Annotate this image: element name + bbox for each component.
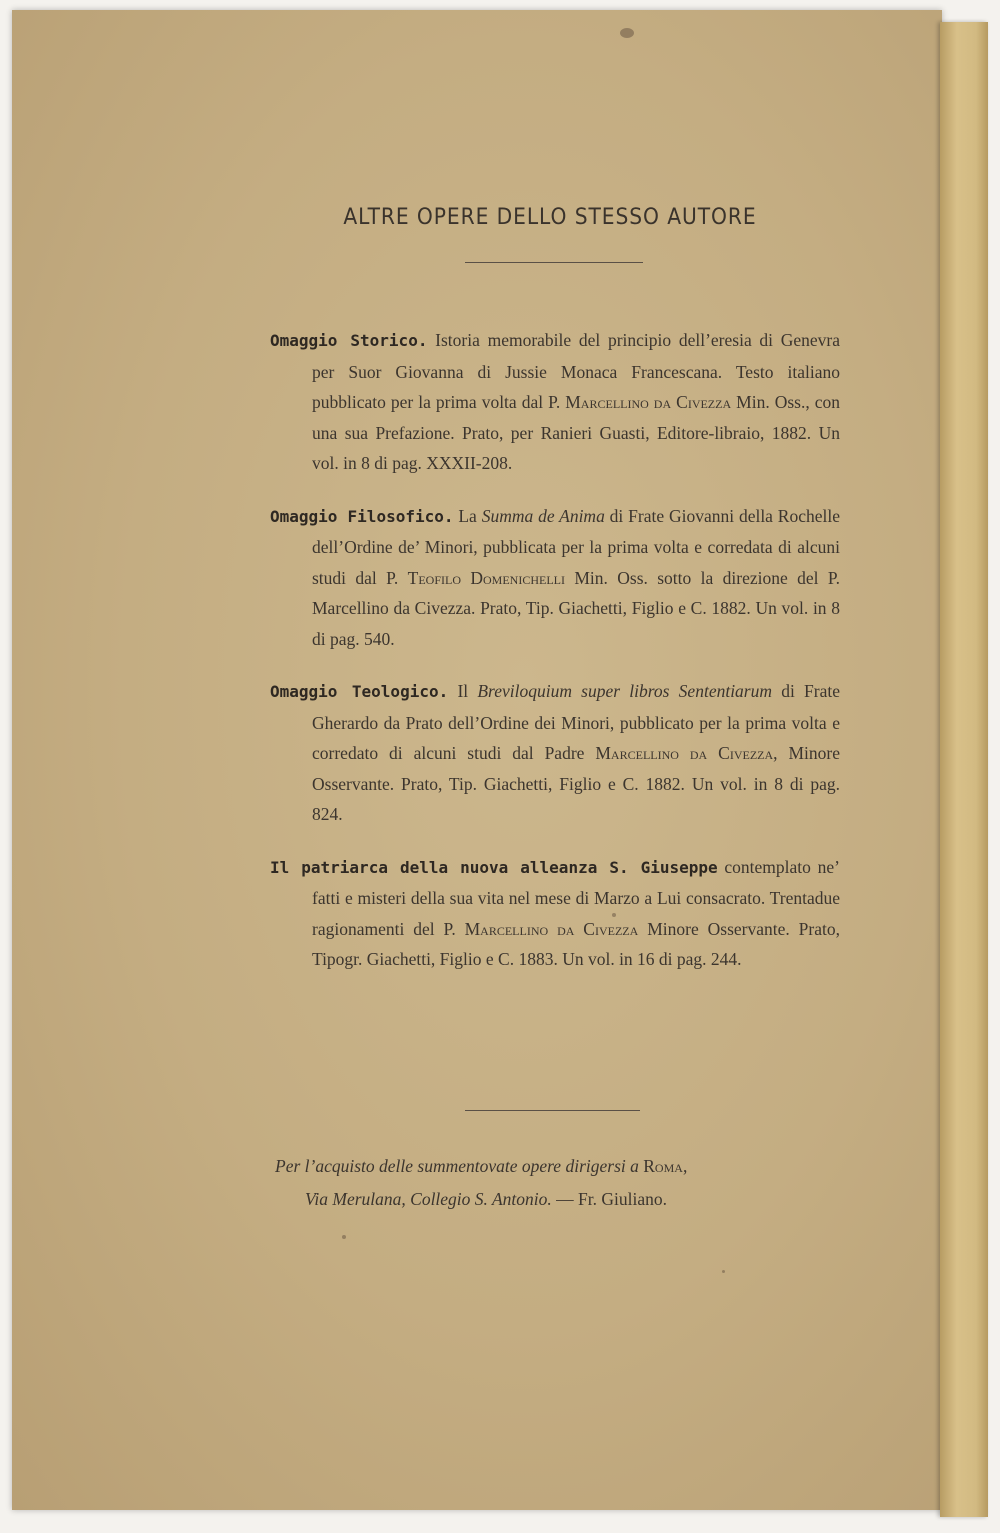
work-text: di Frate Giovanni della Rochelle dell’Ordine de’ Minori, pubblicata per la prima volta e corredata di alcuni studi dal P.	[312, 505, 841, 588]
purchase-note-italic: Per l’acquisto delle summentovate opere dirigersi a	[275, 1156, 644, 1176]
stain	[620, 28, 634, 38]
author-name: Marcellino da Civezza	[464, 918, 639, 939]
work-text: Min. Oss. sotto la direzione del P. Marcellino da Civezza. Prato, Tip. Giachetti, Figlio e C. 1882. Un vol. in 8 di pag. 540.	[312, 567, 840, 649]
stain	[342, 1235, 346, 1239]
punctuation: ,	[682, 1156, 688, 1176]
purchase-note	[275, 1150, 840, 1216]
work-entry-patriarca	[270, 852, 840, 975]
book-spine	[940, 22, 988, 1517]
work-text: La	[453, 505, 482, 526]
work-heading: Il patriarca della nuova alleanza S. Giuseppe	[270, 857, 718, 877]
address-italic: Via Merulana, Collegio S. Antonio.	[305, 1189, 552, 1209]
work-text: Il	[448, 681, 478, 701]
work-text: Min. Oss., con una sua Prefazione. Prato, per Ranieri Guasti, Editore-libraio, 1882. Un vol. in 8 di pag. XXXII-208.	[312, 392, 840, 473]
author-name: Marcellino da Civezza	[595, 743, 774, 763]
work-entry-storico	[270, 325, 840, 479]
purchase-note-line-1	[275, 1150, 840, 1183]
page-title: ALTRE OPERE DELLO STESSO AUTORE	[343, 205, 757, 230]
work-heading: Omaggio Storico.	[270, 331, 428, 350]
work-title-italic: Breviloquium super libros Sententiarum	[477, 681, 773, 701]
works-list	[270, 325, 840, 997]
work-heading: Omaggio Filosofico.	[270, 506, 454, 526]
work-entry-teologico	[270, 676, 840, 830]
work-heading: Omaggio Teologico.	[270, 682, 449, 701]
purchase-note-line-2	[275, 1183, 840, 1216]
divider-bottom	[465, 1110, 640, 1111]
stain	[722, 1270, 725, 1273]
work-text: di Frate Gherardo da Prato dell’Ordine dei Minori, pubblicato per la prima volta e corredato di alcuni studi dal Padre	[312, 681, 841, 763]
work-text: , Minore Osservante. Prato, Tip. Giachetti, Figlio e C. 1882. Un vol. in 8 di pag. 824.	[312, 743, 840, 824]
city-name: Roma	[643, 1156, 683, 1176]
author-name: Marcellino da Civezza	[565, 392, 732, 412]
work-text: contemplato ne’ fatti e misteri della sua vita nel mese di Marzo a Lui consacrato. Trentadue ragionamenti del P.	[312, 856, 840, 939]
author-name: Teofilo Domenichelli	[407, 567, 565, 588]
work-title-italic: Summa de Anima	[481, 505, 605, 526]
divider-top	[465, 262, 643, 263]
work-entry-filosofico	[270, 501, 840, 655]
work-text: Minore Osservante. Prato, Tipogr. Giachetti, Figlio e C. 1883. Un vol. in 16 di pag. 244.	[312, 918, 840, 969]
contact-name: — Fr. Giuliano.	[551, 1189, 667, 1209]
work-text: Istoria memorabile del principio dell’eresia di Genevra per Suor Giovanna di Jussie Monaca Francescana. Testo italiano pubblicato per la prima volta dal P.	[312, 330, 841, 412]
